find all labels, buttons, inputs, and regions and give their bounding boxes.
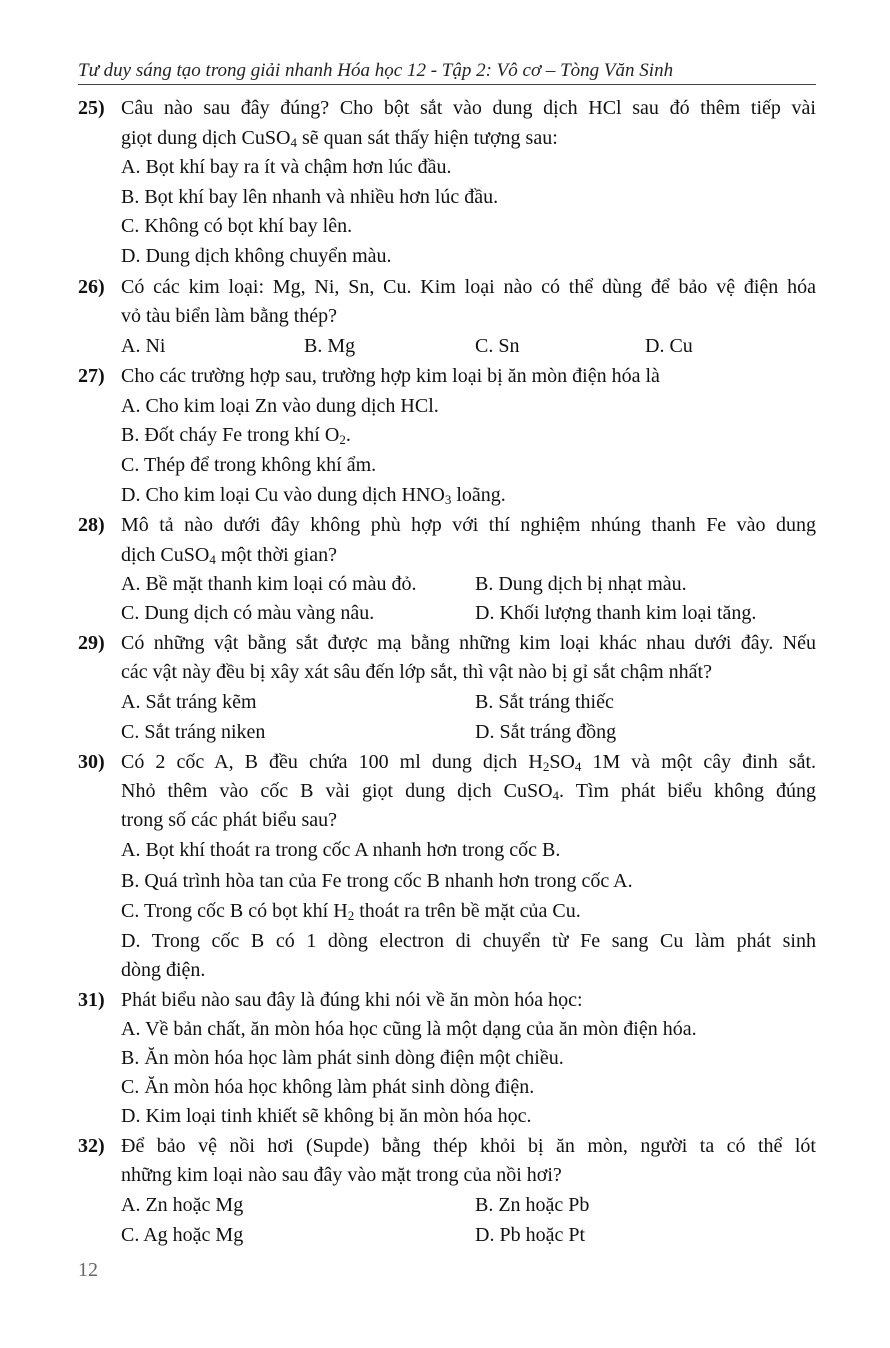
option-d: D. Sắt tráng đồng (475, 721, 617, 743)
option-c: C. Không có bọt khí bay lên. (121, 215, 353, 237)
option-d: D. Cho kim loại Cu vào dung dịch $HNO_3$ loãng. (121, 484, 506, 507)
option-d: D. Pb hoặc Pt (475, 1224, 585, 1246)
option-b: B. Bọt khí bay lên nhanh và nhiều hơn lúc đầu. (121, 186, 499, 208)
question-stem: trong số các phát biểu sau? (121, 809, 338, 831)
option-a: A. Cho kim loại Zn vào dung dịch HCl. (121, 395, 439, 417)
option-c: C. Dung dịch có màu vàng nâu. (121, 602, 375, 624)
question-stem: dịch CuSO$_4$ một thời gian? (121, 544, 337, 567)
option-b: B. Zn hoặc Pb (475, 1194, 590, 1216)
option-c: C. Ăn mòn hóa học không làm phát sinh dòng điện. (121, 1076, 535, 1098)
question-number: 30) (78, 751, 105, 773)
option-d: D. Cu (645, 335, 693, 357)
option-c: C. Ag hoặc Mg (121, 1224, 244, 1246)
question-stem: Mô tả nào dưới đây không phù hợp với thí nghiệm nhúng thanh Fe vào dung (121, 514, 816, 536)
question-stem: Có 2 cốc A, B đều chứa 100 ml dung dịch $H_2SO_4$ 1M và một cây đinh sắt. (121, 751, 817, 774)
question-stem: Câu nào sau đây đúng? Cho bột sắt vào dung dịch HCl sau đó thêm tiếp vài (121, 97, 816, 119)
question-number: 27) (78, 365, 105, 387)
question-stem: Có những vật bằng sắt được mạ bằng những kim loại khác nhau dưới đây. Nếu (121, 632, 816, 654)
option-a: A. Bọt khí thoát ra trong cốc A nhanh hơn trong cốc B. (121, 839, 561, 861)
question-number: 26) (78, 276, 105, 298)
question-number: 25) (78, 97, 105, 119)
option-a: A. Ni (121, 335, 166, 357)
option-a: A. Zn hoặc Mg (121, 1194, 244, 1216)
option-c: C. Trong cốc B có bọt khí $H_2$ thoát ra trên bề mặt của Cu. (121, 900, 581, 923)
option-d: D. Khối lượng thanh kim loại tăng. (475, 602, 757, 624)
question-stem: Phát biểu nào sau đây là đúng khi nói về ăn mòn hóa học: (121, 989, 583, 1011)
question-stem: giọt dung dịch CuSO$_4$ sẽ quan sát thấy hiện tượng sau: (121, 127, 558, 150)
question-number: 32) (78, 1135, 105, 1157)
option-b: B. Dung dịch bị nhạt màu. (475, 573, 687, 595)
question-stem: Cho các trường hợp sau, trường hợp kim loại bị ăn mòn điện hóa là (121, 365, 660, 387)
option-a: A. Về bản chất, ăn mòn hóa học cũng là một dạng của ăn mòn điện hóa. (121, 1018, 697, 1040)
option-a: A. Sắt tráng kẽm (121, 691, 257, 713)
option-d: D. Dung dịch không chuyển màu. (121, 245, 392, 267)
page-number: 12 (78, 1259, 98, 1281)
option-c: C. Sn (475, 335, 520, 357)
option-b: B. Mg (304, 335, 356, 357)
option-a: A. Bọt khí bay ra ít và chậm hơn lúc đầu. (121, 156, 452, 178)
question-number: 28) (78, 514, 105, 536)
question-stem: Để bảo vệ nồi hơi (Supde) bằng thép khỏi bị ăn mòn, người ta có thể lót (121, 1135, 816, 1157)
running-header: Tư duy sáng tạo trong giải nhanh Hóa học 12 - Tập 2: Vô cơ – Tòng Văn Sinh (78, 58, 816, 85)
question-stem: Nhỏ thêm vào cốc B vài giọt dung dịch CuSO$_4$. Tìm phát biểu không đúng (121, 780, 816, 803)
option-b: B. Sắt tráng thiếc (475, 691, 614, 713)
question-stem: các vật này đều bị xây xát sâu đến lớp sắt, thì vật nào bị gỉ sắt chậm nhất? (121, 661, 712, 683)
question-number: 31) (78, 989, 105, 1011)
question-stem: Có các kim loại: Mg, Ni, Sn, Cu. Kim loại nào có thể dùng để bảo vệ điện hóa (121, 276, 816, 298)
option-c: C. Thép để trong không khí ẩm. (121, 454, 377, 476)
question-stem: những kim loại nào sau đây vào mặt trong của nồi hơi? (121, 1164, 562, 1186)
option-b: B. Đốt cháy Fe trong khí $O_2$. (121, 424, 351, 447)
question-number: 29) (78, 632, 105, 654)
option-d-continued: dòng điện. (121, 959, 206, 981)
option-d: D. Trong cốc B có 1 dòng electron di chuyển từ Fe sang Cu làm phát sinh (121, 930, 816, 952)
option-b: B. Quá trình hòa tan của Fe trong cốc B nhanh hơn trong cốc A. (121, 870, 633, 892)
question-stem: vỏ tàu biển làm bằng thép? (121, 305, 338, 327)
option-d: D. Kim loại tinh khiết sẽ không bị ăn mòn hóa học. (121, 1105, 532, 1127)
option-b: B. Ăn mòn hóa học làm phát sinh dòng điện một chiều. (121, 1047, 564, 1069)
option-c: C. Sắt tráng niken (121, 721, 266, 743)
option-a: A. Bề mặt thanh kim loại có màu đỏ. (121, 573, 417, 595)
